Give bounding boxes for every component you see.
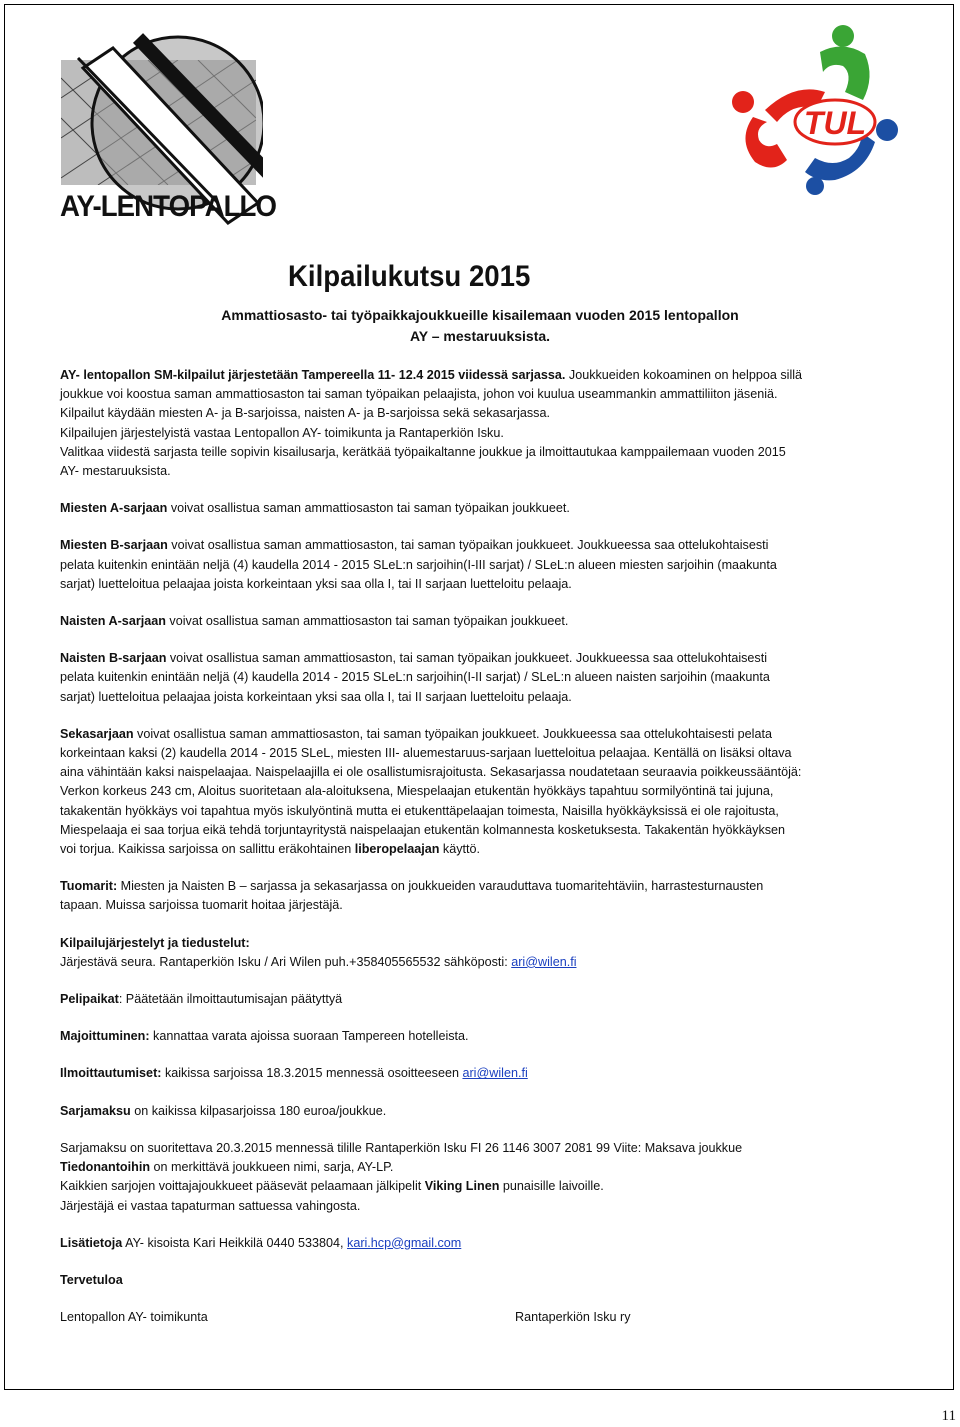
section-text: takakentän hyökkäys voi tapahtua myös iskulyöntinä mutta ei etukenttäpelaajan toimesta, Naisilla hyökkäyksissä ei ole rajoitusta, bbox=[60, 803, 779, 818]
section-label: Naisten A-sarjaan bbox=[60, 614, 166, 629]
section-label: Sarjamaksu bbox=[60, 1103, 131, 1118]
section-text: aina vähintään kaksi naispelaajaa. Naispelaajilla ei ole osallistumisrajoitusta. Sekasarjassa noudatetaan seuraavia poikkeussääntöjä: bbox=[60, 765, 802, 780]
section-text: voivat osallistua saman ammattiosaston, tai saman työpaikan joukkueet. Joukkueessa saa ottelukohtaisesti bbox=[166, 651, 768, 666]
section-text: voivat osallistua saman ammattiosaston tai saman työpaikan joukkueet. bbox=[167, 501, 570, 516]
section-text: pelata kuitenkin enintään neljä (4) kaudella 2014 - 2015 SLeL:n sarjoihin(I-III sarjat) / SLeL:n alueen miesten sarjoihin (maakunta bbox=[60, 557, 777, 572]
subtitle-line-1: Ammattiosasto- tai työpaikkajoukkueille kisailemaan vuoden 2015 lentopallon bbox=[221, 307, 739, 323]
pelipaikat-paragraph bbox=[60, 990, 920, 1009]
info-email-link[interactable]: kari.hcp@gmail.com bbox=[347, 1235, 462, 1250]
lisatietoja-paragraph bbox=[60, 1234, 920, 1253]
intro-text: Kilpailut käydään miesten A- ja B-sarjoissa, naisten A- ja B-sarjoissa sekä sekasarjassa. bbox=[60, 406, 550, 421]
section-text: Järjestävä seura. Rantaperkiön Isku / Ari Wilen puh.+358405565532 sähköposti: bbox=[60, 954, 512, 969]
ilmoittautumiset-paragraph bbox=[60, 1064, 920, 1083]
section-text: AY- kisoista Kari Heikkilä 0440 533804, bbox=[122, 1235, 348, 1250]
section-text: pelata kuitenkin enintään neljä (4) kaudella 2014 - 2015 SLeL:n sarjoihin(I-II sarjat) / SLeL:n alueen naisten sarjoihin (maakunta bbox=[60, 670, 770, 685]
section-label: Ilmoittautumiset: bbox=[60, 1066, 162, 1081]
section-text: voivat osallistua saman ammattiosaston, tai saman työpaikan joukkueet. Joukkueessa saa ottelukohtaisesti pelata bbox=[133, 726, 772, 741]
intro-text: joukkue voi koostua saman ammattiosaston tai saman työpaikan pelaajista, johon voi kuulua useammankin ammattiliiton jäseniä. bbox=[60, 387, 778, 402]
majoitus-paragraph bbox=[60, 1027, 920, 1046]
section-label: Naisten B-sarjaan bbox=[60, 651, 167, 666]
section-text: : Päätetään ilmoittautumisajan päätyttyä bbox=[118, 992, 343, 1007]
intro-text: AY- mestaruuksista. bbox=[60, 464, 171, 479]
section-label: Pelipaikat bbox=[60, 992, 119, 1007]
section-text: punaisille laivoille. bbox=[499, 1179, 604, 1194]
page-subtitle bbox=[150, 305, 810, 347]
section-label: Tiedonantoihin bbox=[60, 1160, 151, 1175]
sarjamaksu-paragraph bbox=[60, 1102, 920, 1121]
section-text: sarjat) luetteloitua pelaajaa joista korkeintaan yksi saa olla I, tai II sarjaan luetteloitu pelaaja. bbox=[60, 689, 572, 704]
miesten-a-paragraph bbox=[60, 499, 920, 518]
signature-left: Lentopallon AY- toimikunta bbox=[60, 1310, 208, 1325]
section-text: Miesten ja Naisten B – sarjassa ja sekasarjassa on joukkueiden varauduttava tuomaritehtäviin, harrastesturnausten bbox=[117, 879, 764, 894]
section-text: kaikissa sarjoissa 18.3.2015 mennessä osoitteeseen bbox=[161, 1066, 463, 1081]
section-text: Miespelaaja ei saa torjua eikä tehdä torjuntayritystä naispelaajan etukentän kolmannesta kosketuksesta. Takakentän hyökkäyksen bbox=[60, 822, 786, 837]
document-body bbox=[60, 366, 920, 1327]
section-label: Miesten A-sarjaan bbox=[60, 501, 168, 516]
section-text: sarjat) luetteloitua pelaajaa joista korkeintaan yksi saa olla I, tai II sarjaan luetteloitu pelaaja. bbox=[60, 576, 572, 591]
section-text: kannattaa varata ajoissa suoraan Tampereen hotelleista. bbox=[149, 1029, 469, 1044]
viking-line-term: Viking Linen bbox=[424, 1179, 500, 1194]
section-text: Järjestäjä ei vastaa tapaturman sattuessa vahingosta. bbox=[60, 1198, 361, 1213]
signature-row bbox=[60, 1308, 920, 1327]
section-label: Tuomarit: bbox=[60, 879, 118, 894]
intro-text: Valitkaa viidestä sarjasta teille sopivin kisailusarja, kerätkää työpaikaltanne joukkue ja ilmoittautukaa kamppailemaan vuoden 2015 bbox=[60, 444, 786, 459]
libero-term: liberopelaajan bbox=[354, 842, 440, 857]
tul-logo-text: TUL bbox=[803, 105, 867, 141]
tuomarit-paragraph bbox=[60, 877, 920, 915]
tul-logo-icon bbox=[725, 22, 900, 197]
section-label: Lisätietoja bbox=[60, 1235, 123, 1250]
sekasarja-paragraph bbox=[60, 725, 920, 859]
section-label: Sekasarjaan bbox=[60, 726, 134, 741]
intro-text: Kilpailujen järjestelyistä vastaa Lentopallon AY- toimikunta ja Rantaperkiön Isku. bbox=[60, 425, 504, 440]
section-text: on merkittävä joukkueen nimi, sarja, AY-LP. bbox=[150, 1160, 394, 1175]
section-text: Verkon korkeus 243 cm, Aloitus suoritetaan ala-aloituksena, Miespelaajan etukentän hyökkäys tapahtuu sormilyöntinä tai jujuna, bbox=[60, 784, 774, 799]
naisten-b-paragraph bbox=[60, 649, 920, 707]
intro-text: Joukkueiden kokoaminen on helppoa sillä bbox=[565, 368, 803, 382]
section-text: voivat osallistua saman ammattiosaston tai saman työpaikan joukkueet. bbox=[165, 614, 569, 629]
section-text: Sarjamaksu on suoritettava 20.3.2015 mennessä tilille Rantaperkiön Isku FI 26 1146 3007 2081 99 Viite: Maksava joukkue bbox=[60, 1140, 743, 1155]
registration-email-link[interactable]: ari@wilen.fi bbox=[462, 1066, 528, 1081]
organizer-email-link[interactable]: ari@wilen.fi bbox=[511, 954, 577, 969]
page-number: 11 bbox=[941, 1408, 956, 1424]
naisten-a-paragraph bbox=[60, 612, 920, 631]
section-text: käyttö. bbox=[439, 842, 481, 857]
tervetuloa-text bbox=[60, 1271, 920, 1290]
signature-right: Rantaperkiön Isku ry bbox=[515, 1310, 631, 1325]
section-text: voi torjua. Kaikissa sarjoissa on sallittu eräkohtainen bbox=[60, 842, 355, 857]
section-text: on kaikissa kilpasarjoissa 180 euroa/joukkue. bbox=[130, 1103, 387, 1118]
ay-lentopallo-wordmark: AY-LENTOPALLO bbox=[60, 190, 277, 223]
section-label: Majoittuminen: bbox=[60, 1029, 150, 1044]
miesten-b-paragraph bbox=[60, 536, 920, 594]
section-label: Miesten B-sarjaan bbox=[60, 538, 168, 553]
subtitle-line-2: AY – mestaruuksista. bbox=[409, 328, 551, 344]
maksu-paragraph bbox=[60, 1139, 920, 1216]
tervetuloa-label: Tervetuloa bbox=[60, 1272, 123, 1287]
section-text: korkeintaan kaksi (2) kaudella 2014 - 2015 SLeL, miesten III- aluemestaruus-sarjaan luetteloitua pelaajaa. Kentällä on lisäksi oltava bbox=[60, 746, 792, 761]
section-text: voivat osallistua saman ammattiosaston, tai saman työpaikan joukkueet. Joukkueessa saa ottelukohtaisesti bbox=[167, 538, 769, 553]
intro-lead: AY- lentopallon SM-kilpailut järjestetään Tampereella 11- 12.4 2015 viidessä sarjassa. bbox=[60, 368, 566, 382]
page-title: Kilpailukutsu 2015 bbox=[288, 260, 531, 293]
intro-paragraph bbox=[60, 366, 920, 481]
jarjestely-paragraph bbox=[60, 934, 920, 972]
section-text: tapaan. Muissa sarjoissa tuomarit hoitaa järjestäjä. bbox=[60, 898, 343, 913]
section-text: Kaikkien sarjojen voittajajoukkueet pääsevät pelaamaan jälkipelit bbox=[60, 1179, 425, 1194]
section-label: Kilpailujärjestelyt ja tiedustelut: bbox=[60, 935, 250, 950]
